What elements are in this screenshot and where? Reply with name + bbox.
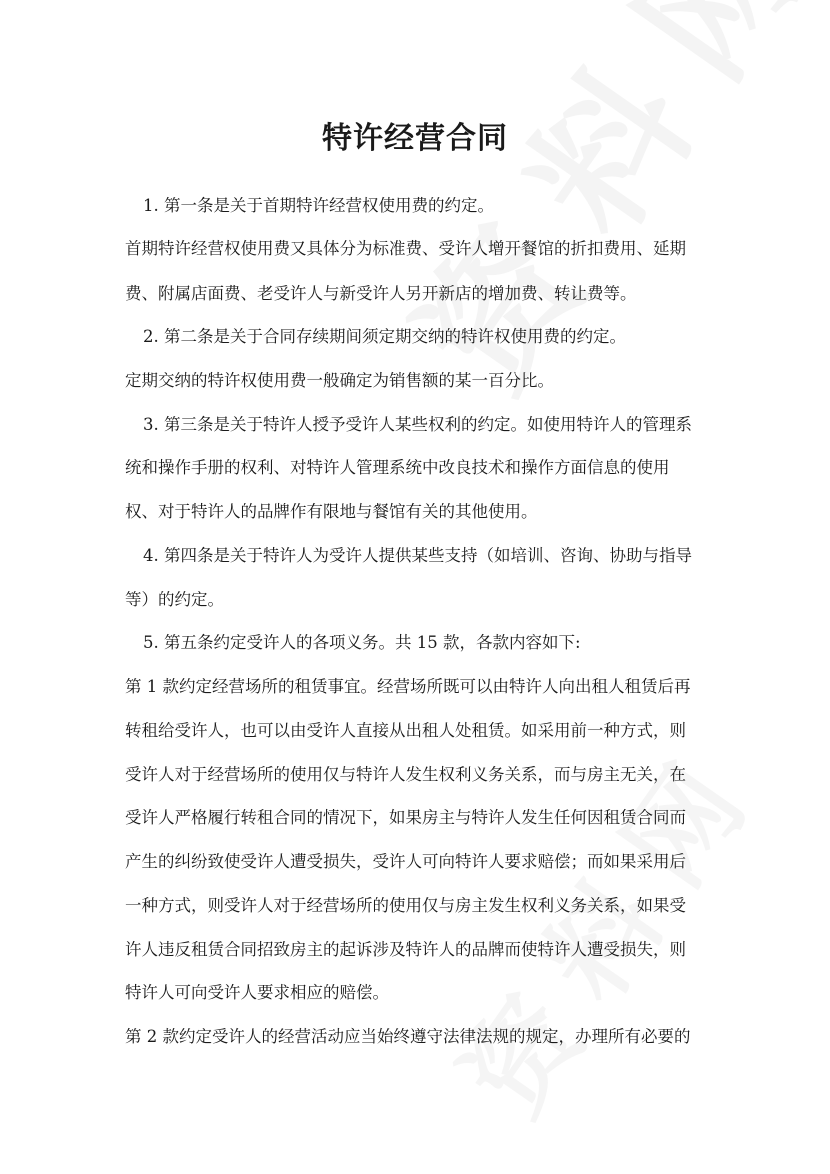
clause-3-heading: 3. 第三条是关于特许人授予受许人某些权利的约定。如使用特许人的管理系 [143, 415, 692, 434]
paragraph-line: 许人违反租赁合同招致房主的起诉涉及特许人的品牌而使特许人遭受损失，则 [125, 940, 686, 959]
paragraph-line: 首期特许经营权使用费又具体分为标准费、受许人增开餐馆的折扣费用、延期 [125, 239, 686, 258]
paragraph-line: 权、对于特许人的品牌作有限地与餐馆有关的其他使用。 [125, 502, 538, 521]
paragraph-line: 一种方式，则受许人对于经营场所的使用仅与房主发生权利义务关系，如果受 [125, 896, 686, 915]
paragraph-line: 受许人对于经营场所的使用仅与特许人发生权利义务关系，而与房主无关，在 [125, 765, 686, 784]
paragraph-line: 第 2 款约定受许人的经营活动应当始终遵守法律法规的规定，办理所有必要的 [125, 1027, 691, 1046]
paragraph-line: 统和操作手册的权利、对特许人管理系统中改良技术和操作方面信息的使用 [125, 458, 670, 477]
clause-2-heading: 2. 第二条是关于合同存续期间须定期交纳的特许权使用费的约定。 [143, 327, 626, 346]
paragraph-line: 第 1 款约定经营场所的租赁事宜。经营场所既可以由特许人向出租人租赁后再 [125, 677, 691, 696]
paragraph-line: 特许人可向受许人要求相应的赔偿。 [125, 983, 389, 1002]
clause-4-heading: 4. 第四条是关于特许人为受许人提供某些支持（如培训、咨询、协助与指导 [143, 546, 692, 565]
paragraph-line: 受许人严格履行转租合同的情况下，如果房主与特许人发生任何因租赁合同而 [125, 808, 686, 827]
document-title: 特许经营合同 [322, 121, 508, 156]
paragraph-line: 费、附属店面费、老受许人与新受许人另开新店的增加费、转让费等。 [125, 284, 637, 303]
clause-1-heading: 1. 第一条是关于首期特许经营权使用费的约定。 [143, 196, 494, 215]
paragraph-line: 转租给受许人，也可以由受许人直接从出租人处租赁。如采用前一种方式，则 [125, 721, 686, 740]
clause-5-heading: 5. 第五条约定受许人的各项义务。共 15 款，各款内容如下: [143, 633, 581, 652]
paragraph-line: 定期交纳的特许权使用费一般确定为销售额的某一百分比。 [125, 371, 554, 390]
paragraph-line: 等）的约定。 [125, 590, 224, 609]
paragraph-line: 产生的纠纷致使受许人遭受损失，受许人可向特许人要求赔偿；而如果采用后 [125, 852, 686, 871]
